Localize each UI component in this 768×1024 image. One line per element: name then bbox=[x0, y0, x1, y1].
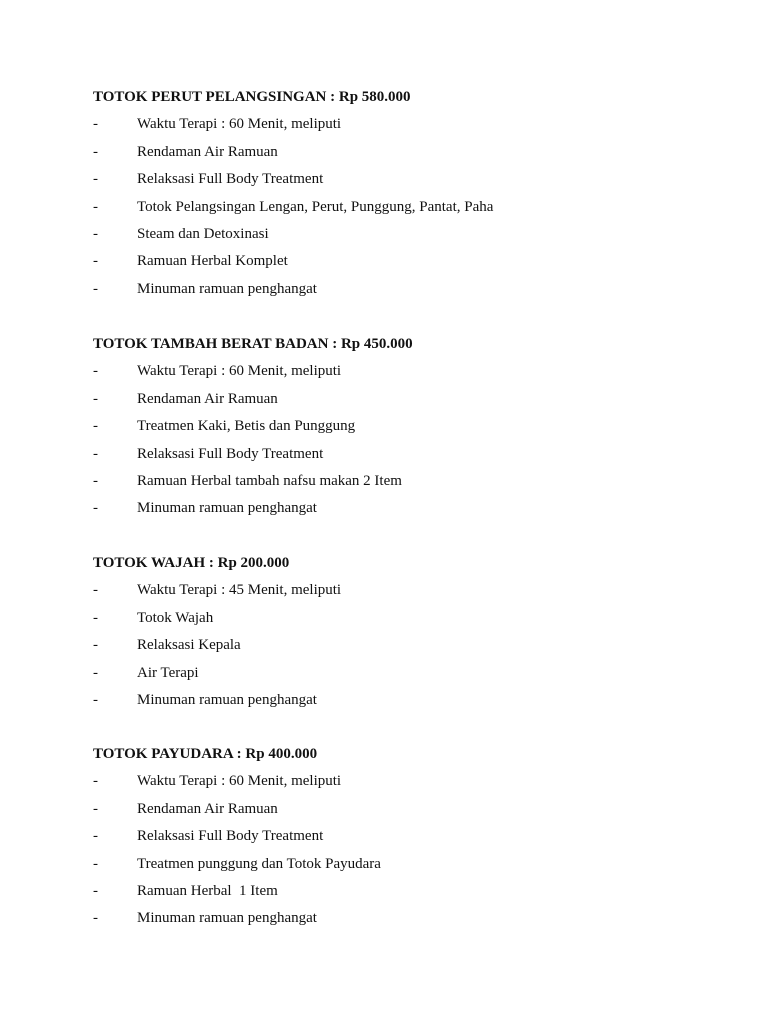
section-totok-payudara bbox=[93, 747, 713, 939]
list-item bbox=[93, 857, 713, 884]
list-item-text: Rendaman Air Ramuan bbox=[137, 143, 278, 160]
list-item-text: Totok Wajah bbox=[137, 609, 214, 626]
list-item-text: Air Terapi bbox=[137, 664, 199, 681]
bullet-dash: - bbox=[93, 910, 98, 927]
bullet-dash: - bbox=[93, 609, 98, 626]
list-item-text: Treatmen Kaki, Betis dan Punggung bbox=[137, 418, 356, 435]
bullet-dash: - bbox=[93, 500, 98, 517]
bullet-dash: - bbox=[93, 582, 98, 599]
bullet-dash: - bbox=[93, 637, 98, 654]
list-item-text: Waktu Terapi : 60 Menit, meliputi bbox=[137, 363, 342, 380]
list-item-text: Relaksasi Kepala bbox=[137, 637, 241, 654]
section-title: TOTOK TAMBAH BERAT BADAN : Rp 450.000 bbox=[93, 336, 413, 352]
list-item-text: Relaksasi Full Body Treatment bbox=[137, 828, 324, 845]
bullet-dash: - bbox=[93, 280, 98, 297]
bullet-dash: - bbox=[93, 691, 98, 708]
list-item-text: Rendaman Air Ramuan bbox=[137, 800, 278, 817]
bullet-dash: - bbox=[93, 800, 98, 817]
list-item bbox=[93, 172, 713, 199]
section-title: TOTOK WAJAH : Rp 200.000 bbox=[93, 555, 290, 571]
bullet-dash: - bbox=[93, 882, 98, 899]
bullet-dash: - bbox=[93, 445, 98, 462]
list-item-text: Totok Pelangsingan Lengan, Perut, Punggung, Pantat, Paha bbox=[137, 198, 494, 215]
list-item bbox=[93, 802, 713, 829]
list-item-text: Minuman ramuan penghangat bbox=[137, 280, 317, 297]
bullet-dash: - bbox=[93, 363, 98, 380]
list-item bbox=[93, 282, 713, 309]
list-item bbox=[93, 638, 713, 665]
list-item-text: Treatmen punggung dan Totok Payudara bbox=[137, 855, 381, 872]
list-item bbox=[93, 611, 713, 638]
section-totok-perut-pelangsingan bbox=[93, 90, 713, 309]
list-item bbox=[93, 474, 713, 501]
list-item-text: Relaksasi Full Body Treatment bbox=[137, 171, 324, 188]
list-item bbox=[93, 419, 713, 446]
list-item-text: Ramuan Herbal tambah nafsu makan 2 Item bbox=[137, 472, 402, 489]
list-item-text: Waktu Terapi : 60 Menit, meliputi bbox=[137, 773, 342, 790]
list-item bbox=[93, 145, 713, 172]
bullet-dash: - bbox=[93, 472, 98, 489]
bullet-dash: - bbox=[93, 171, 98, 188]
list-item-text: Rendaman Air Ramuan bbox=[137, 390, 278, 407]
list-item bbox=[93, 911, 713, 938]
bullet-dash: - bbox=[93, 664, 98, 681]
section-title: TOTOK PAYUDARA : Rp 400.000 bbox=[93, 746, 318, 762]
bullet-dash: - bbox=[93, 773, 98, 790]
list-item bbox=[93, 117, 713, 144]
bullet-dash: - bbox=[93, 418, 98, 435]
list-item bbox=[93, 774, 713, 801]
bullet-dash: - bbox=[93, 828, 98, 845]
list-item bbox=[93, 884, 713, 911]
bullet-dash: - bbox=[93, 198, 98, 215]
list-item bbox=[93, 392, 713, 419]
bullet-dash: - bbox=[93, 253, 98, 270]
list-item bbox=[93, 829, 713, 856]
list-item-text: Minuman ramuan penghangat bbox=[137, 910, 317, 927]
bullet-dash: - bbox=[93, 225, 98, 242]
list-item bbox=[93, 583, 713, 610]
section-totok-tambah-berat-badan bbox=[93, 337, 713, 529]
list-item-text: Minuman ramuan penghangat bbox=[137, 691, 317, 708]
bullet-dash: - bbox=[93, 390, 98, 407]
list-item bbox=[93, 501, 713, 528]
list-item bbox=[93, 254, 713, 281]
bullet-dash: - bbox=[93, 116, 98, 133]
section-title: TOTOK PERUT PELANGSINGAN : Rp 580.000 bbox=[93, 89, 411, 105]
list-item-text: Ramuan Herbal 1 Item bbox=[137, 882, 278, 899]
bullet-dash: - bbox=[93, 855, 98, 872]
list-item bbox=[93, 364, 713, 391]
section-totok-wajah bbox=[93, 556, 713, 720]
list-item bbox=[93, 447, 713, 474]
list-item-text: Waktu Terapi : 60 Menit, meliputi bbox=[137, 116, 342, 133]
list-item-text: Minuman ramuan penghangat bbox=[137, 500, 317, 517]
list-item bbox=[93, 200, 713, 227]
list-item bbox=[93, 693, 713, 720]
list-item bbox=[93, 227, 713, 254]
list-item-text: Ramuan Herbal Komplet bbox=[137, 253, 288, 270]
list-item-text: Steam dan Detoxinasi bbox=[137, 225, 269, 242]
list-item-text: Waktu Terapi : 45 Menit, meliputi bbox=[137, 582, 342, 599]
bullet-dash: - bbox=[93, 143, 98, 160]
list-item-text: Relaksasi Full Body Treatment bbox=[137, 445, 324, 462]
list-item bbox=[93, 666, 713, 693]
